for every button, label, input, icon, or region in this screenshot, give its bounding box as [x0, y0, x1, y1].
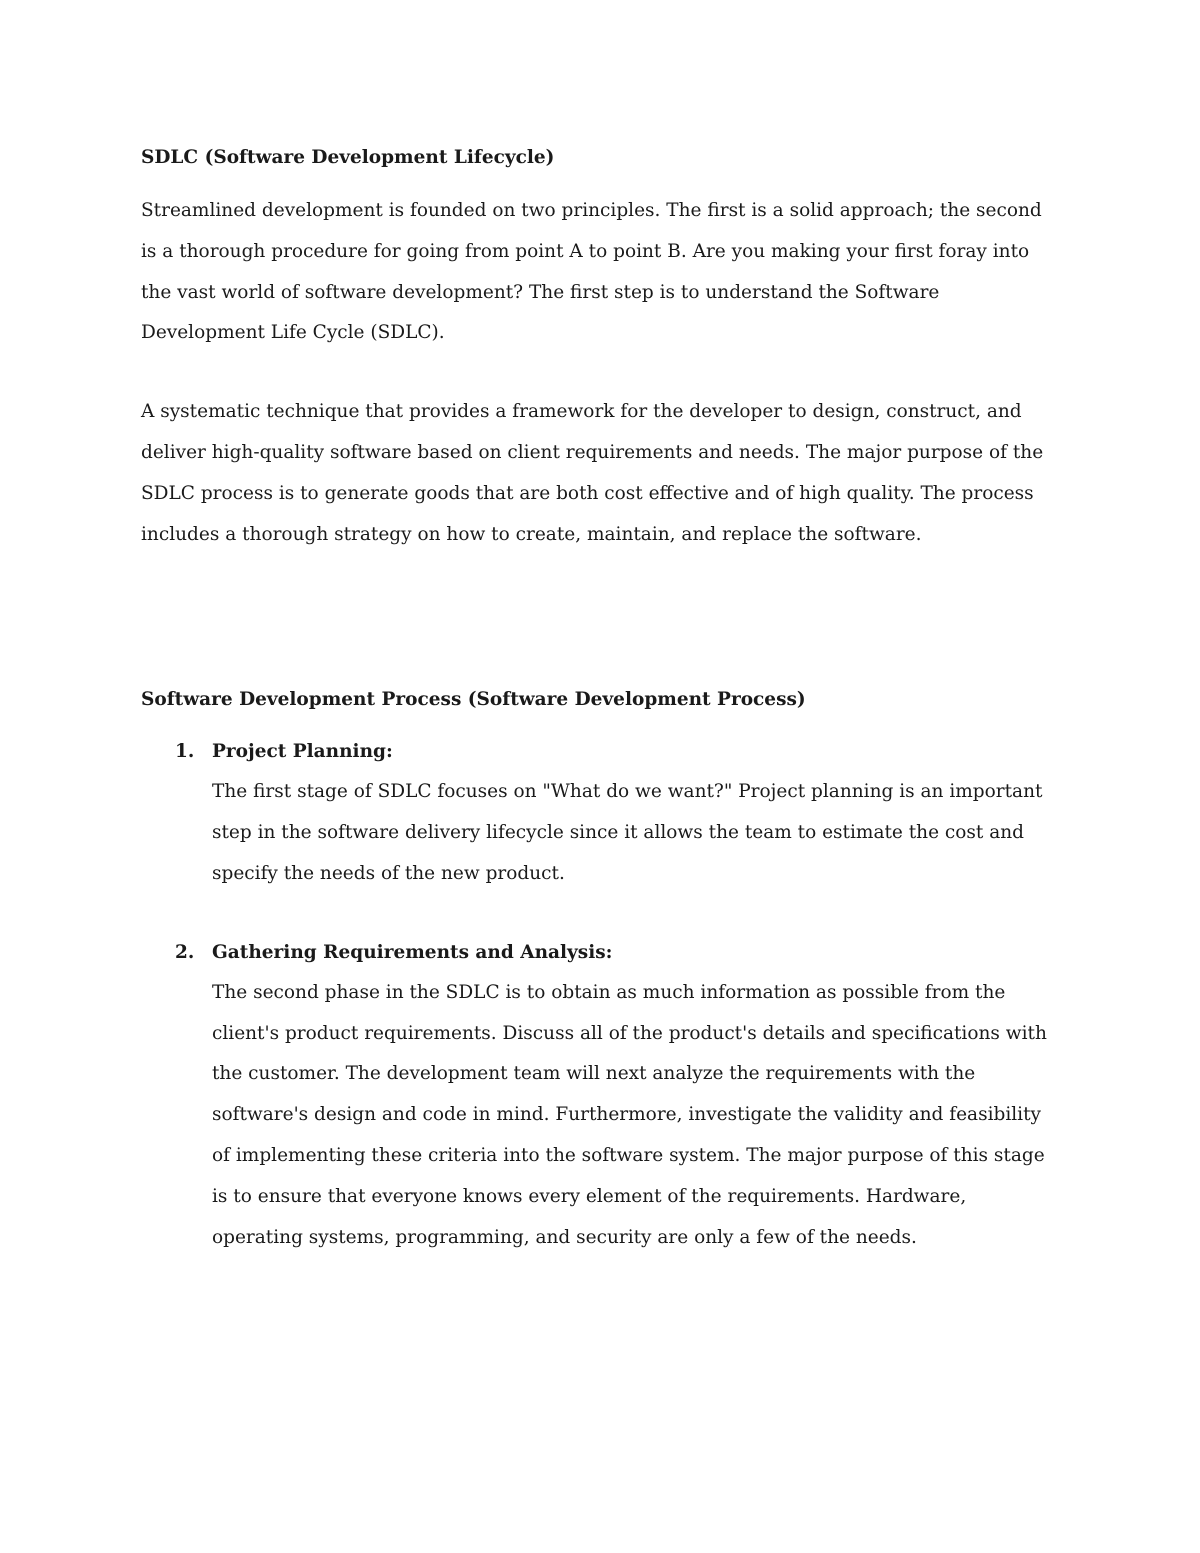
step-number: 1. [175, 741, 195, 763]
definition-paragraph: A systematic technique that provides a framework for the developer to design, construct, and deliver high-quality software based on client requirements and needs. The major purpose of the SDLC process is to generate goods that are both cost effective and of high quality. The process includes a thorough strategy on how to create, maintain, and replace the software. [141, 401, 1044, 545]
step-description: The second phase in the SDLC is to obtain as much information as possible from the client's product requirements. Discuss all of the product's details and specifications with the customer. The development team will next analyze the requirements with the software's design and code in mind. Furthermore, investigate the validity and feasibility of implementing these criteria into the software system. The major purpose of this stage is to ensure that everyone knows every element of the requirements. Hardware, operating systems, programming, and security are only a few of the needs. [212, 981, 1047, 1248]
intro-paragraph: Streamlined development is founded on two principles. The first is a solid approach; the second is a thorough procedure for going from point A to point B. Are you making your first foray into the vast world of software development? The first step is to understand the Software Development Life Cycle (SDLC). [141, 200, 1042, 344]
section-heading-sdlc: SDLC (Software Development Lifecycle) [141, 147, 555, 168]
process-section [141, 680, 1061, 1258]
document-page [141, 138, 1061, 1258]
step-number: 2. [175, 941, 195, 963]
step-description: The first stage of SDLC focuses on "What do we want?" Project planning is an important step in the software delivery lifecycle since it allows the team to estimate the cost and specify the needs of the new product. [212, 781, 1043, 884]
sdlc-section [141, 138, 1061, 555]
step-title: Gathering Requirements and Analysis: [212, 941, 613, 963]
list-item [141, 732, 1061, 894]
section-heading-process: Software Development Process (Software Development Process) [141, 689, 806, 711]
list-item [141, 933, 1061, 1259]
process-steps-list [141, 732, 1061, 1258]
step-title: Project Planning: [212, 741, 393, 763]
